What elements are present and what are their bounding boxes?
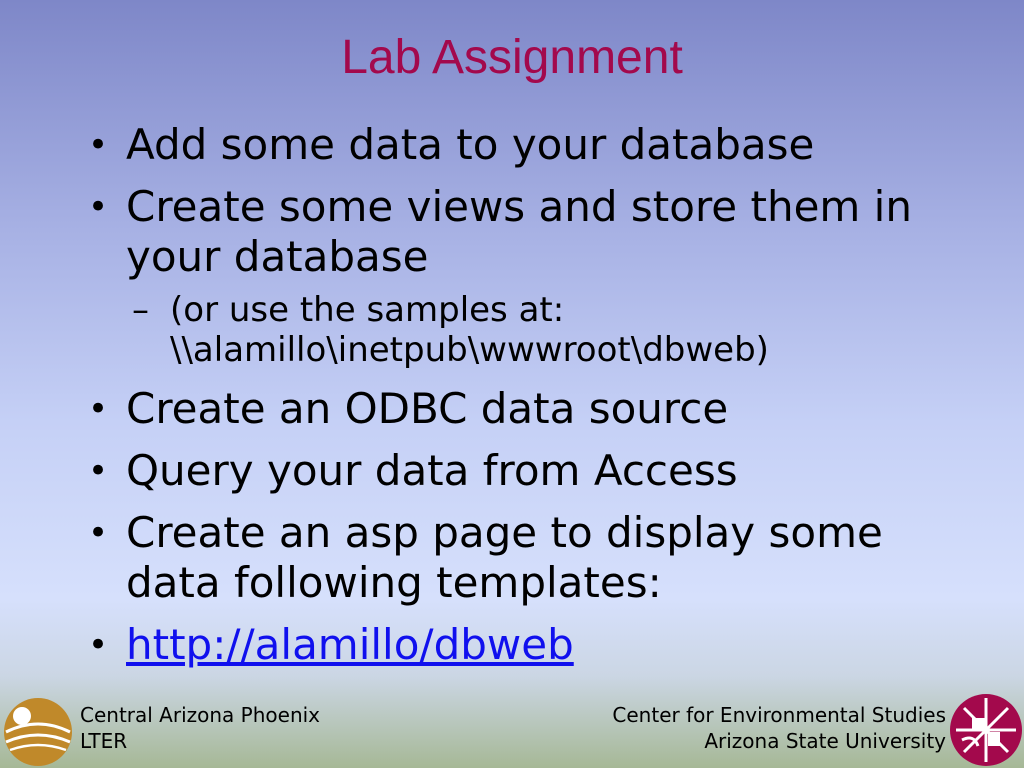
- footer-left: [0, 688, 420, 768]
- footer-right-org: [612, 702, 946, 754]
- bullet-glyph: •: [88, 451, 109, 491]
- bullet-item: [88, 620, 948, 670]
- bullet-item: [88, 446, 948, 496]
- slide-title: Lab Assignment: [341, 31, 683, 84]
- bullet-text: Create an asp page to display some data following templates:: [126, 508, 883, 607]
- cap-lter-sun-logo-icon: [0, 688, 78, 768]
- footer-left-line1: Central Arizona Phoenix: [80, 703, 321, 727]
- bullet-glyph: •: [88, 625, 109, 665]
- bullet-glyph: •: [88, 389, 109, 429]
- footer-right: [544, 688, 1024, 768]
- bullet-item: [88, 182, 948, 282]
- sub-bullet-glyph: –: [132, 290, 149, 330]
- bullet-text: Query your data from Access: [126, 446, 738, 495]
- bullet-text: Create some views and store them in your database: [126, 182, 912, 281]
- bullet-item: [88, 384, 948, 434]
- bullet-text: Create an ODBC data source: [126, 384, 729, 433]
- bullet-list: [88, 120, 948, 682]
- bullet-item: [88, 120, 948, 170]
- bullet-glyph: •: [88, 125, 109, 165]
- bullet-text: Add some data to your database: [126, 120, 815, 169]
- asu-ces-logo-icon: [948, 688, 1024, 768]
- footer-right-line2: Arizona State University: [704, 729, 946, 753]
- bullet-glyph: •: [88, 513, 109, 553]
- sub-bullet-text: (or use the samples at: \\alamillo\inetpub\wwwroot\dbweb): [170, 290, 769, 370]
- footer-left-line2: LTER: [80, 729, 128, 753]
- sub-bullet-item: [132, 290, 948, 370]
- bullet-glyph: •: [88, 187, 109, 227]
- bullet-item: [88, 508, 948, 608]
- footer-right-line1: Center for Environmental Studies: [612, 703, 946, 727]
- dbweb-link[interactable]: http://alamillo/dbweb: [126, 620, 574, 669]
- footer-left-org: [80, 702, 320, 754]
